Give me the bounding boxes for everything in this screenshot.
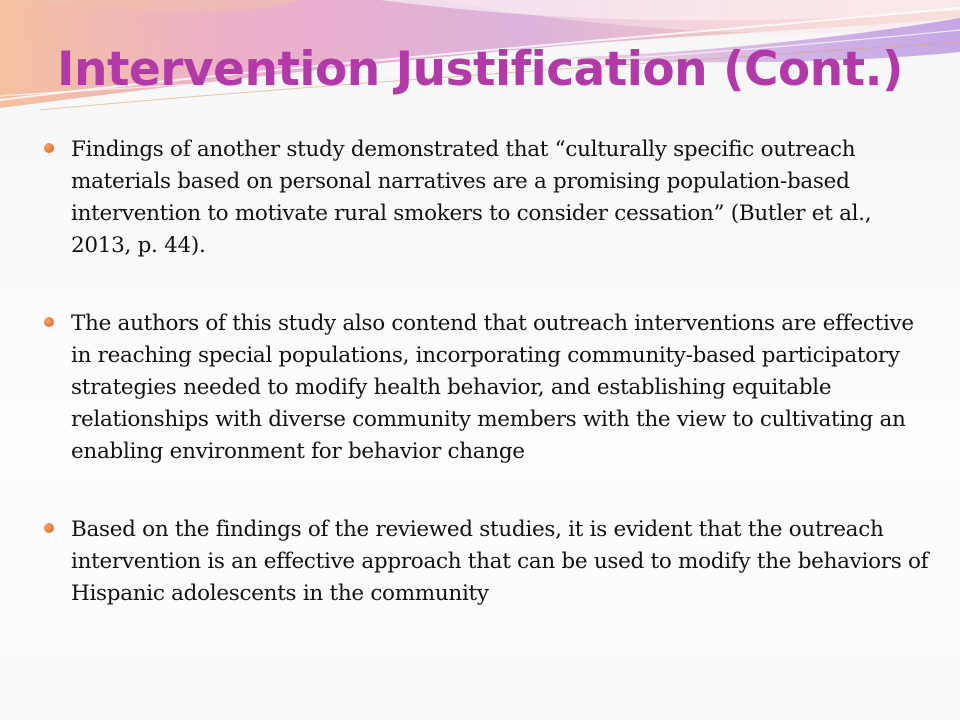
bullet-text: Findings of another study demonstrated that “culturally specific outreach materials based on personal narratives are a promising population-based intervention to motivate rural smokers to consider cessation” (Butler et al., 2013, p. 44). (71, 137, 872, 258)
bullet-item (44, 308, 934, 468)
bullet-text: The authors of this study also contend that outreach interventions are effective in reaching special populations, incorporating community-based participatory strategies needed to modify health behavior, and establishing equitable relationships with diverse community members with the view to cultivating an enabling environment for behavior change (71, 311, 914, 464)
bullet-dot-icon (44, 317, 54, 327)
slide-title: Intervention Justification (Cont.) (57, 42, 903, 97)
bullet-item (44, 134, 934, 262)
bullet-dot-icon (44, 143, 54, 153)
bullet-text: Based on the findings of the reviewed studies, it is evident that the outreach intervention is an effective approach that can be used to modify the behaviors of Hispanic adolescents in the community (71, 517, 929, 606)
bullet-dot-icon (44, 523, 54, 533)
bullet-list (44, 134, 934, 610)
bullet-item (44, 514, 934, 610)
